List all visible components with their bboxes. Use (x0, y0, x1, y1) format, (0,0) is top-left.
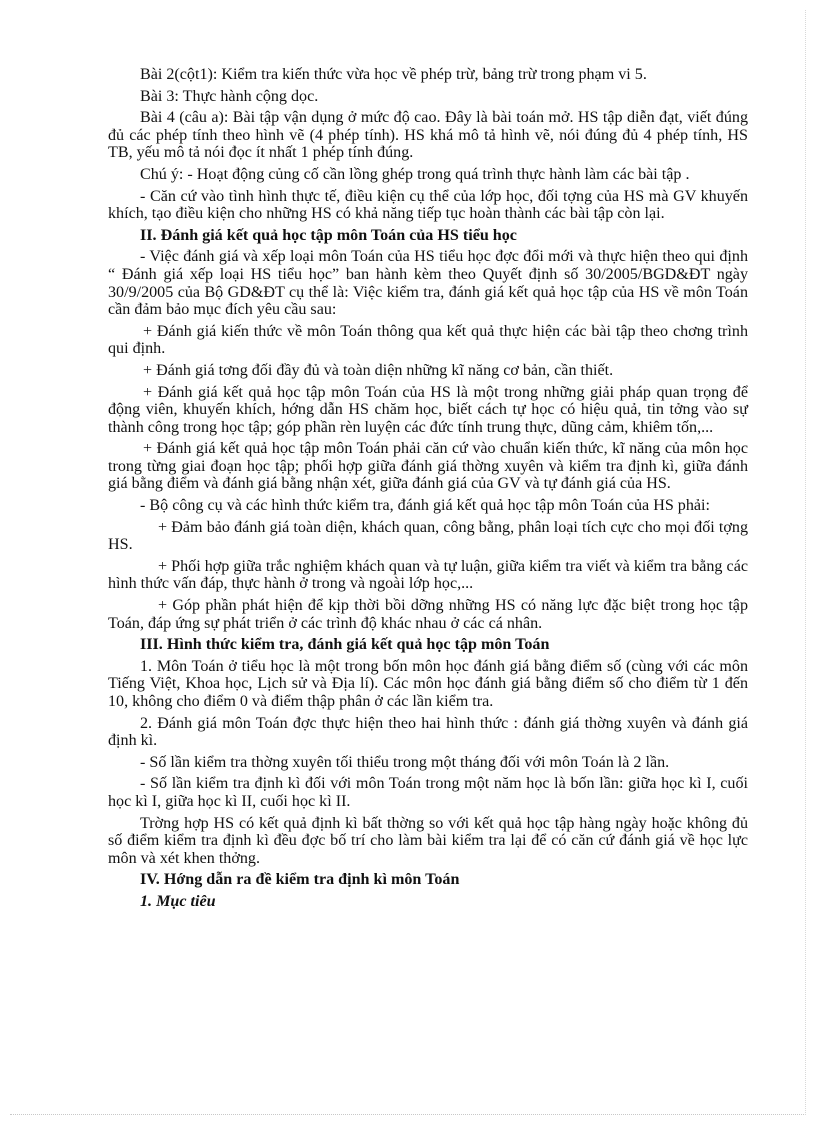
bullet-paragraph: + Đảm bảo đánh giá toàn diện, khách quan, công bằng, phân loại tích cực cho mọi đối tợng HS. (108, 518, 748, 554)
section-heading: III. Hình thức kiểm tra, đánh giá kết quả học tập môn Toán (140, 636, 550, 654)
document-body (108, 66, 748, 915)
bullet-paragraph: + Góp phần phát hiện để kịp thời bồi dỡng những HS có năng lực đặc biệt trong học tập Toán, đáp ứng sự phát triển ở các trình độ khác nhau ở các cá nhân. (108, 597, 748, 632)
bullet-paragraph: + Đánh giá kết quả học tập môn Toán phải căn cứ vào chuẩn kiến thức, kĩ năng của môn học trong từng giai đoạn học tập; phối hợp giữa đánh giá thờng xuyên và kiểm tra định kì, giữa đánh giá bằng điểm và đánh giá bằng nhận xét, giữa đánh giá của GV và tự đánh giá của HS. (108, 440, 748, 493)
subsection-heading: 1. Mục tiêu (140, 892, 216, 910)
bullet-paragraph: + Đánh giá kiến thức về môn Toán thông qua kết quả thực hiện các bài tập theo chơng trình qui định. (108, 322, 748, 358)
paragraph: 1. Môn Toán ở tiểu học là một trong bốn môn học đánh giá bằng điểm số (cùng với các môn Tiếng Việt, Khoa học, Lịch sử và Địa lí). Các môn học đánh giá bằng điểm số cho điểm từ 1 đến 10, không cho điểm 0 và điểm thập phân ở các lần kiểm tra. (108, 657, 748, 710)
paragraph: Trờng hợp HS có kết quả định kì bất thờng so với kết quả học tập hàng ngày hoặc không đủ số điểm kiểm tra định kì đều đợc bố trí cho làm bài kiểm tra lại để có căn cứ đánh giá về học lực môn và xét khen thởng. (108, 814, 748, 867)
paragraph: - Số lần kiểm tra định kì đối với môn Toán trong một năm học là bốn lần: giữa học kì I, cuối học kì I, giữa học kì II, cuối học kì II. (108, 775, 748, 810)
page-border-right (805, 10, 806, 1115)
paragraph: - Số lần kiểm tra thờng xuyên tối thiểu trong một tháng đối với môn Toán là 2 lần. (140, 753, 670, 771)
paragraph: 2. Đánh giá môn Toán đợc thực hiện theo hai hình thức : đánh giá thờng xuyên và đánh giá định kì. (108, 714, 748, 750)
section-heading: IV. Hớng dẫn ra đề kiểm tra định kì môn Toán (140, 871, 460, 889)
paragraph: Bài 4 (câu a): Bài tập vận dụng ở mức độ cao. Đây là bài toán mở. HS tập diễn đạt, viết đúng đủ các phép tính theo hình vẽ (4 phép tính). HS khá mô tả hình vẽ, nói đúng đủ 4 phép tính, HS TB, yếu mô tả nói đọc ít nhất 1 phép tính đúng. (108, 109, 748, 162)
page-border-bottom (10, 1114, 806, 1115)
bullet-paragraph: + Đánh giá tơng đối đầy đủ và toàn diện những kĩ năng cơ bản, cần thiết. (143, 361, 614, 379)
paragraph: - Bộ công cụ và các hình thức kiểm tra, đánh giá kết quả học tập môn Toán của HS phải: (140, 497, 710, 515)
bullet-paragraph: + Phối hợp giữa trắc nghiệm khách quan và tự luận, giữa kiểm tra viết và kiểm tra bằng các hình thức vấn đáp, thực hành ở trong và ngoài lớp học,... (108, 557, 748, 593)
paragraph: Bài 2(cột1): Kiểm tra kiến thức vừa học về phép trừ, bảng trừ trong phạm vi 5. (140, 66, 647, 83)
bullet-paragraph: + Đánh giá kết quả học tập môn Toán của HS là một trong những giải pháp quan trọng để động viên, khuyến khích, hớng dẫn HS chăm học, biết cách tự học có hiệu quả, tin tởng vào sự thành công trong học tập; góp phần rèn luyện các đức tính trung thực, dũng cảm, khiêm tốn,... (108, 383, 748, 436)
section-heading: II. Đánh giá kết quả học tập môn Toán của HS tiểu học (140, 226, 517, 244)
paragraph: - Căn cứ vào tình hình thực tế, điều kiện cụ thể của lớp học, đối tợng của HS mà GV khuyến khích, tạo điều kiện cho những HS có khả năng tiếp tục hoàn thành các bài tập còn lại. (108, 187, 748, 223)
paragraph: Chú ý: - Hoạt động củng cố cần lồng ghép trong quá trình thực hành làm các bài tập . (140, 165, 690, 183)
paragraph: - Việc đánh giá và xếp loại môn Toán của HS tiểu học đợc đổi mới và thực hiện theo qui định “ Đánh giá xếp loại HS tiểu học” ban hành kèm theo Quyết định số 30/2005/BGD&ĐT ngày 30/9/2005 của Bộ GD&ĐT cụ thể là: Việc kiểm tra, đánh giá kết quả học tập của HS về môn Toán cần đảm bảo mục đích yêu cầu sau: (108, 248, 748, 319)
paragraph: Bài 3: Thực hành cộng dọc. (140, 87, 319, 105)
